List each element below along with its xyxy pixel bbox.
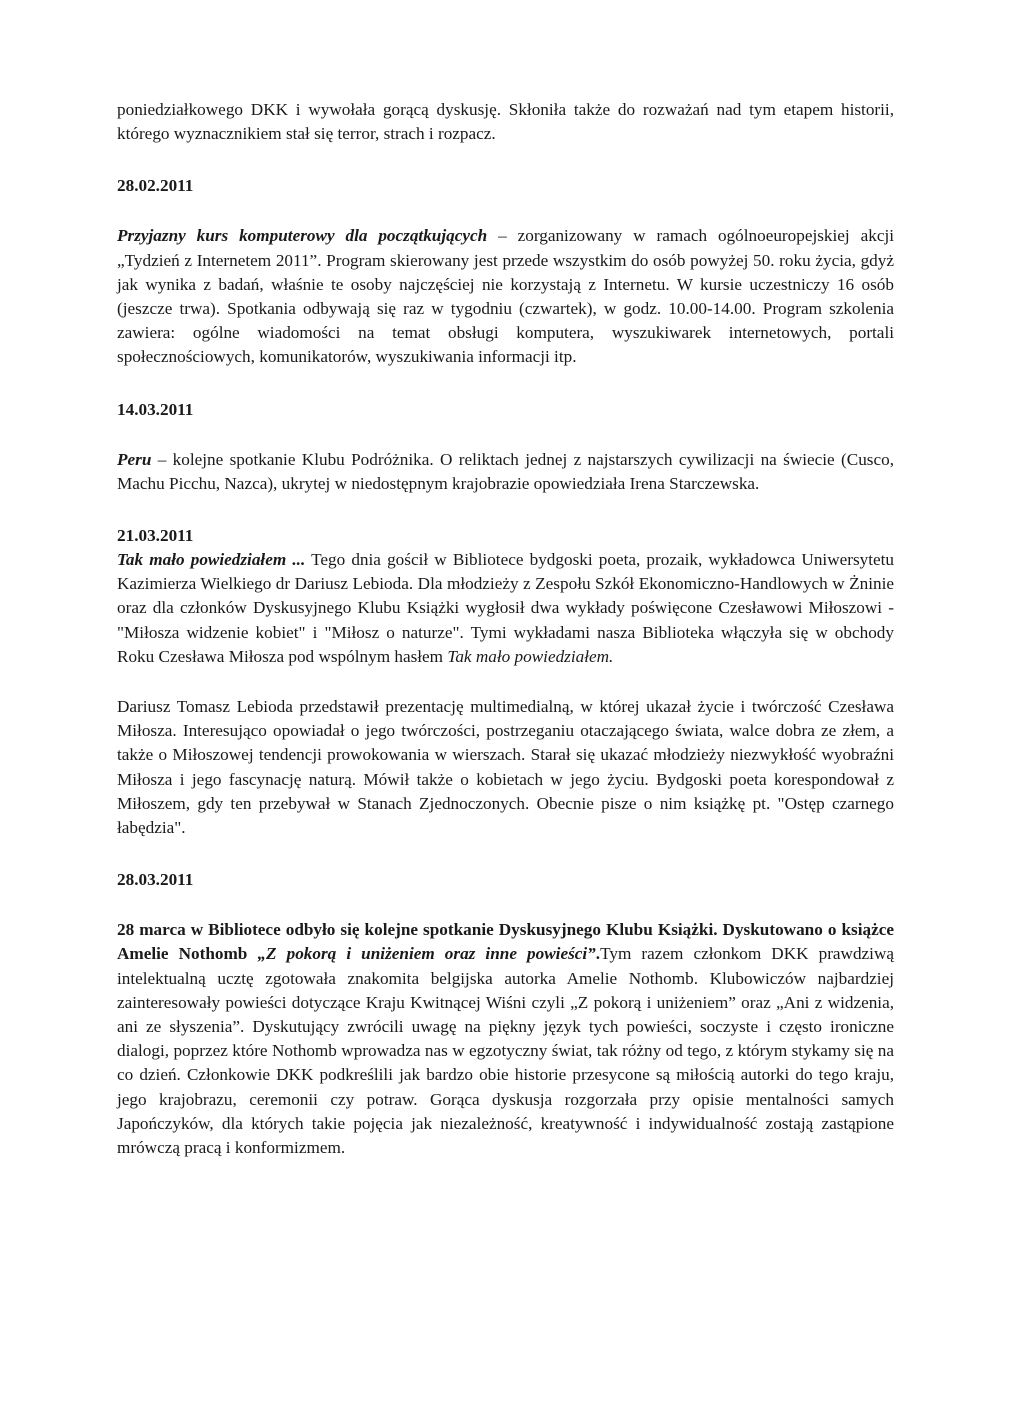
entry-paragraph xyxy=(117,548,894,669)
entry-lead-bold: 28 marca w Bibliotece odbyło się kolejne spotkanie Dyskusyjnego Klubu Książki. Dyskutowano o książce Amelie Nothomb xyxy=(117,920,894,964)
entry-paragraph xyxy=(117,224,894,369)
entry-separator: – xyxy=(487,226,518,246)
entry-body-italic: Tak mało powiedziałem. xyxy=(447,646,614,666)
entry-separator: – xyxy=(151,449,173,469)
entry-title: Peru xyxy=(117,449,152,469)
intro-paragraph: poniedziałkowego DKK i wywołała gorącą dyskusję. Skłoniła także do rozważań nad tym etapem historii, którego wyznacznikiem stał się terror, strach i rozpacz. xyxy=(117,100,894,144)
entry-body: zorganizowany w ramach ogólnoeuropejskiej akcji „Tydzień z Internetem 2011”. Program skierowany jest przede wszystkim do osób powyżej 50. roku życia, gdyż jak wynika z badań, właśnie te osoby najczęściej nie korzystają z Internetu. W kursie uczestniczy 16 osób (jeszcze trwa). Spotkania odbywają się raz w tygodniu (czwartek), w godz. 10.00-14.00. Program szkolenia zawiera: ogólne wiadomości na temat obsługi komputera, wyszukiwarek internetowych, portali społecznościowych, komunikatorów, wyszukiwania informacji itp. xyxy=(117,226,895,367)
entry-date: 14.03.2011 xyxy=(117,399,194,419)
entry-paragraph xyxy=(117,448,894,496)
entry-body: Tym razem członkom DKK prawdziwą intelektualną ucztę zgotowała znakomita belgijska autorka Amelie Nothomb. Klubowiczów najbardziej zainteresowały powieści dotyczące Kraju Kwitnącej Wiśni czyli „Z pokorą i uniżeniem” oraz „Ani z widzenia, ani ze słyszenia”. Dyskutujący zwrócili uwagę na piękny język tych powieści, soczyste i często ironiczne dialogi, poprzez które Nothomb wprowadza nas w egzotyczny świat, tak różny od tego, z którym stykamy się na co dzień. Członkowie DKK podkreślili jak bardzo obie historie przesycone są miłością autorki do tego kraju, jego krajobrazu, ceremonii czy potraw. Gorąca dyskusja rozgorzała przy opisie mentalności samych Japończyków, dla których takie pojęcia jak niezależność, kreatywność i indywidualność zostają zastąpione mrówczą pracą i konformizmem. xyxy=(117,944,894,1158)
entry-date: 21.03.2011 xyxy=(117,526,194,546)
entry-date: 28.03.2011 xyxy=(117,870,194,890)
entry-date: 28.02.2011 xyxy=(117,176,194,196)
entry-body: kolejne spotkanie Klubu Podróżnika. O reliktach jednej z najstarszych cywilizacji na świecie (Cusco, Machu Picchu, Nazca), ukrytej w niedostępnym krajobrazie opowiedziała Irena Starczewska. xyxy=(117,449,895,493)
entry-title: Tak mało powiedziałem ... xyxy=(117,550,306,570)
entry-lead-book-title: „Z pokorą i uniżeniem oraz inne powieści” xyxy=(257,944,596,964)
entry-body: Tego dnia gościł w Bibliotece bydgoski poeta, prozaik, wykładowca Uniwersytetu Kazimierza Wielkiego dr Dariusz Lebioda. Dla młodzieży z Zespołu Szkół Ekonomiczno-Handlowych w Żninie oraz dla członków Dyskusyjnego Klubu Książki wygłosił dwa wykłady poświęcone Czesławowi Miłoszowi - "Miłosza widzenie kobiet" i "Miłosz o naturze". Tymi wykładami nasza Biblioteka włączyła się w obchody Roku Czesława Miłosza pod wspólnym hasłem xyxy=(117,550,895,666)
entry-title: Przyjazny kurs komputerowy dla początkujących xyxy=(117,226,488,246)
entry-paragraph xyxy=(117,918,894,1160)
entry-lead-end: . xyxy=(595,944,601,964)
entry-paragraph-2: Dariusz Tomasz Lebioda przedstawił prezentację multimedialną, w której ukazał życie i twórczość Czesława Miłosza. Interesująco opowiadał o jego twórczości, postrzeganiu otaczającego świata, walce dobra ze złem, a także o Miłoszowej tendencji prowokowania w wierszach. Starał się ukazać młodzieży niezwykłość wyobraźni Miłosza i jego fascynację naturą. Mówił także o kobietach w jego życiu. Bydgoski poeta korespondował z Miłoszem, gdy ten przebywał w Stanach Zjednoczonych. Obecnie pisze o nim książkę pt. "Ostęp czarnego łabędzia". xyxy=(117,697,894,838)
